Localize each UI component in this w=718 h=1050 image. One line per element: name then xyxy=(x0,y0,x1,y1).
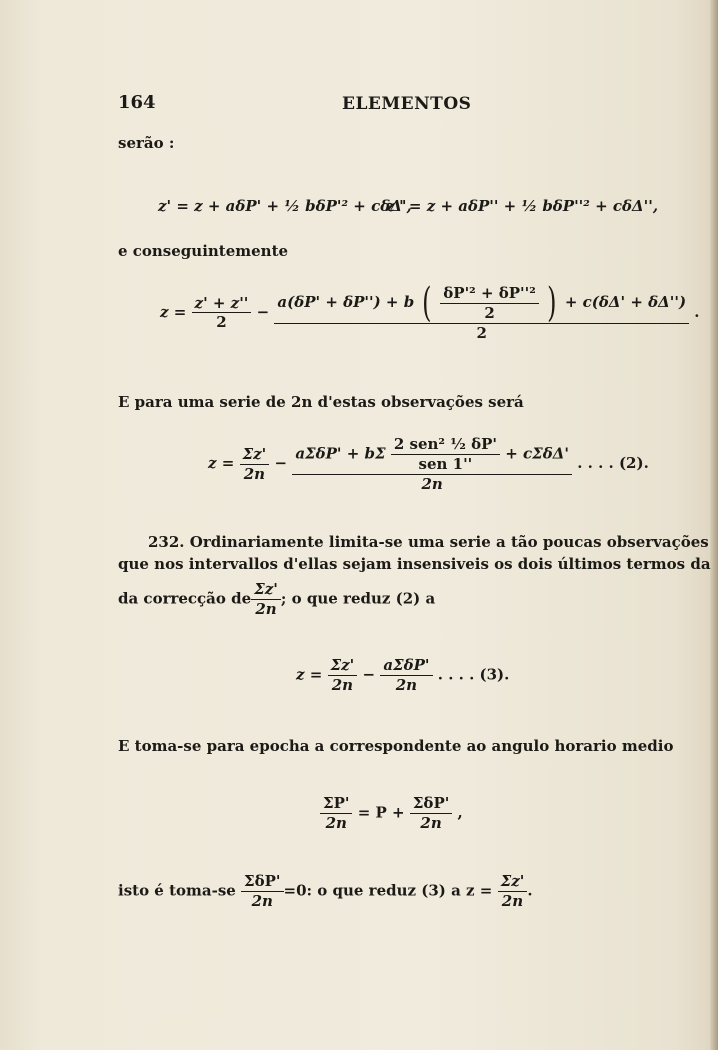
eq2-num-left: aΣδP' + bΣ xyxy=(295,444,386,463)
isto-mid: =0: o que reduz (3) a z = xyxy=(283,881,493,900)
eq2-lhs: z = xyxy=(208,454,235,473)
isto-frac2-num: Σz' xyxy=(498,872,528,892)
epoch-frac2 xyxy=(410,794,452,833)
eq2-num-right: + cΣδΔ' xyxy=(505,444,569,463)
isto-frac2 xyxy=(498,872,528,911)
equation-3 xyxy=(296,656,509,695)
text-para-serie: E para uma serie de 2n d'estas observações será xyxy=(118,393,524,411)
eq2-frac1-num: Σz' xyxy=(240,445,270,465)
eq3-lhs: z = xyxy=(296,665,323,684)
eq-mean-frac1 xyxy=(192,294,252,333)
par-232-text-1: Ordinariamente limita-se uma serie a tão poucas observações xyxy=(189,533,709,551)
section-number: 232. xyxy=(148,533,185,551)
eq-mean-minus: − xyxy=(256,302,270,321)
epoch-end: , xyxy=(457,803,463,822)
eq3-frac2-den: 2n xyxy=(395,675,418,694)
eq3-frac2-num: aΣδP' xyxy=(380,656,432,676)
equation-z-double-prime: z'' = z + aδP'' + ½ bδP''² + cδΔ'', xyxy=(386,197,659,215)
eq-mean-term-a: a(δP' + δP'') + b xyxy=(277,293,415,311)
equation-epoch xyxy=(320,794,463,833)
text-conseguintemente: e conseguintemente xyxy=(118,242,289,260)
isto-frac1-num: ΣδP' xyxy=(241,872,283,892)
epoch-frac2-num: ΣδP' xyxy=(410,794,452,814)
epoch-frac1-num: ΣP' xyxy=(320,794,352,814)
bleed-through-text xyxy=(190,150,650,165)
epoch-mid: = P + xyxy=(357,803,405,822)
eq2-big-num xyxy=(292,435,572,475)
running-title: ELEMENTOS xyxy=(342,94,472,114)
epoch-frac1 xyxy=(320,794,352,833)
equation-z-prime: z' = z + aδP' + ½ bδP'² + cδΔ', xyxy=(158,197,412,215)
paragraph-232-line2: que nos intervallos d'ellas sejam insensiveis os dois últimos termos da xyxy=(118,555,711,573)
eq3-frac2 xyxy=(380,656,432,695)
inline-frac-num: Σz' xyxy=(251,580,281,600)
paragraph-232-line3 xyxy=(118,580,435,619)
eq3-minus: − xyxy=(362,665,376,684)
epoch-frac1-den: 2n xyxy=(325,813,347,832)
eq2-big-den: 2n xyxy=(421,474,443,493)
page-edge-shadow xyxy=(710,0,718,1050)
eq-mean-inner-num: δP'² + δP''² xyxy=(440,284,539,304)
eq-mean-frac1-num: z' + z'' xyxy=(192,294,252,314)
text-isto xyxy=(118,872,533,911)
isto-end: . xyxy=(527,881,533,900)
eq-mean-end: . xyxy=(694,302,700,321)
eq-mean-inner-frac xyxy=(440,284,539,323)
eq-mean-inner-den: 2 xyxy=(484,303,495,322)
isto-frac2-den: 2n xyxy=(501,891,524,910)
eq2-inner-den: sen 1'' xyxy=(418,454,473,473)
page-number: 164 xyxy=(118,92,156,113)
eq-mean-lhs: z = xyxy=(160,302,187,321)
eq2-tag: . . . . (2). xyxy=(577,454,649,473)
eq2-inner-num: 2 sen² ½ δP' xyxy=(391,435,500,455)
eq-mean-big-den: 2 xyxy=(476,324,487,342)
eq2-minus: − xyxy=(274,454,288,473)
epoch-frac2-den: 2n xyxy=(420,813,442,832)
equation-mean xyxy=(160,280,700,343)
isto-frac1 xyxy=(241,872,283,911)
inline-frac-den: 2n xyxy=(255,599,277,618)
eq-mean-term-c: + c(δΔ' + δΔ'') xyxy=(564,293,687,311)
eq2-inner-frac xyxy=(391,435,500,474)
eq2-frac1-den: 2n xyxy=(243,464,266,483)
correccao-suffix: ; o que reduz (2) a xyxy=(280,589,436,608)
eq2-frac1 xyxy=(240,445,270,484)
eq-mean-big-num xyxy=(274,280,689,326)
eq-mean-frac1-den: 2 xyxy=(216,313,227,332)
equation-2 xyxy=(208,435,649,493)
eq-mean-big-frac xyxy=(274,280,689,343)
text-toma-se: E toma-se para epocha a correspondente ao angulo horario medio xyxy=(118,737,674,755)
eq3-frac1-den: 2n xyxy=(331,675,354,694)
eq2-big-frac xyxy=(292,435,572,493)
text-serao: serão : xyxy=(118,134,175,152)
isto-prefix: isto é toma-se xyxy=(118,881,236,900)
eq3-frac1-num: Σz' xyxy=(328,656,358,676)
right-paren: ) xyxy=(547,280,557,326)
eq3-frac1 xyxy=(328,656,358,695)
isto-frac1-den: 2n xyxy=(251,891,273,910)
eq3-tag: . . . . (3). xyxy=(437,665,510,684)
inline-frac xyxy=(251,580,281,619)
left-paren: ( xyxy=(422,280,432,326)
paragraph-232-line1 xyxy=(118,533,709,551)
correccao-prefix: da correcção de xyxy=(118,589,252,608)
